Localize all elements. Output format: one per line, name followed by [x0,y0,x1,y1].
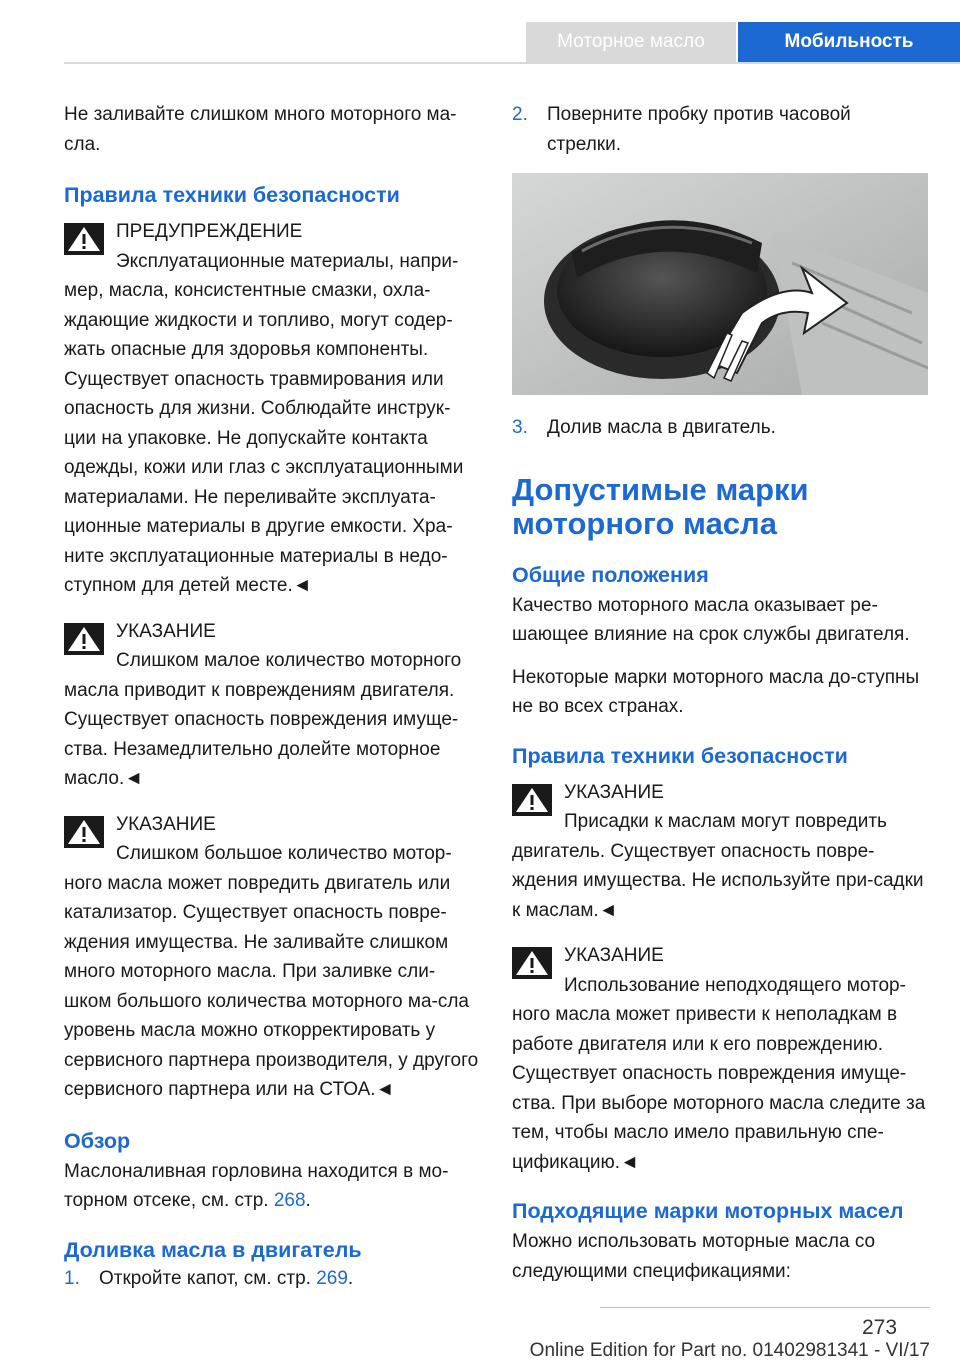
safety-heading: Правила техники безопасности [64,183,400,207]
header-section-label: Моторное масло [557,31,705,52]
header-chapter-label: Мобильность [784,31,914,52]
step-end: . [347,1267,354,1289]
step-text [99,1264,482,1294]
step-item [512,413,928,443]
notice-text: Использование неподходящего мотор-ного масла может привести к неполадкам в работе двигателя или к его повреждению. Существует опасность повреждения имуще-ства. При выборе моторного масла следите за тем, чтобы масло имело правильную спе-цификацию.◄ [512,974,926,1173]
warning-label: ПРЕДУПРЕЖДЕНИЕ [116,221,303,242]
notice-block [512,778,928,926]
step-number: 3. [512,417,528,438]
notice-label: УКАЗАНИЕ [116,620,216,642]
suitable-heading: Подходящие марки моторных масел [512,1199,904,1223]
oil-cap-photo [512,173,928,395]
suitable-text: Можно использовать моторные масла со следующими спецификациями: [512,1231,876,1282]
general-heading: Общие положения [512,562,709,587]
footer-rule [600,1307,930,1308]
warning-icon [64,816,104,848]
page-link-268[interactable]: 268 [273,1190,306,1211]
notice-block [64,617,482,794]
brands-heading: Допустимые марки моторного масла [512,471,809,541]
warning-icon [64,623,104,655]
intro-text: Не заливайте слишком много моторного ма-сла. [64,104,457,155]
oil-cap-illustration [512,173,928,395]
overview-text [64,1157,482,1216]
warning-text: Эксплуатационные материалы, напри-мер, масла, консистентные смазки, охла-ждающие жидкости и топливо, могут содер-жать опасные для здоровья компоненты. Существует опасность травмирования или опасность для жизни. Соблюдайте инструк-ции на упаковке. Не допускайте контакта одежды, кожи или глаз с эксплуатационными материалами. Не переливайте эксплуата-ционные материалы в другие емкости. Хра-ните эксплуатационные материалы в недо-ступном для детей месте.◄ [64,250,464,596]
general-text: Некоторые марки моторного масла до-ступны не во всех странах. [512,666,920,717]
left-column [64,100,482,1293]
header-chapter-tab [738,22,960,62]
step-body: Откройте капот, см. стр. [99,1267,317,1289]
warning-block [64,217,482,601]
notice-text: Присадки к маслам могут повредить двигатель. Существует опасность повре-ждения имущества. Не используйте при-садки к маслам.◄ [512,811,924,921]
warning-icon [512,784,552,816]
warning-icon [512,947,552,979]
warning-icon [64,223,104,255]
step-text: Поверните пробку против часовой стрелки. [547,104,851,155]
page-number: 273 [862,1316,898,1339]
notice-block [512,941,928,1177]
notice-text: Слишком большое количество мотор-ного масла может повредить двигатель или катализатор. Существует опасность повре-ждения имущества. Не заливайте слишком много моторного масла. При заливке сли-шком большого количества моторного ма-сла уровень масла можно откорректировать у сервисного партнера производителя, у другого сервисного партнера или на СТОА.◄ [64,843,479,1100]
step-number: 2. [512,104,528,125]
right-column [512,100,928,1299]
notice-block [64,810,482,1105]
notice-text: Слишком малое количество моторного масла приводит к повреждениям двигателя. Существует опасность повреждения имуще-ства. Незамедлительно долейте моторное масло.◄ [64,650,462,789]
step-item [64,1264,482,1294]
notice-label: УКАЗАНИЕ [564,945,664,966]
header-rule [64,62,960,64]
footer-edition: Online Edition for Part no. 01402981341 - VI/17 [529,1340,930,1361]
notice-label: УКАЗАНИЕ [564,781,664,803]
overview-heading: Обзор [64,1128,131,1153]
step-item [512,100,928,159]
safety-heading: Правила техники безопасности [512,743,848,768]
step-number: 1. [64,1267,80,1289]
topup-heading: Доливка масла в двигатель [64,1237,362,1262]
page-link-269[interactable]: 269 [316,1267,348,1289]
overview-body: Маслоналивная горловина находится в мо-торном отсеке, см. стр. [64,1160,449,1211]
general-text: Качество моторного масла оказывает ре-шающее влияние на срок службы двигателя. [512,594,910,645]
overview-end: . [305,1190,311,1211]
step-text: Долив масла в двигатель. [547,417,776,438]
notice-label: УКАЗАНИЕ [116,813,216,835]
header-section-tab [526,22,736,62]
